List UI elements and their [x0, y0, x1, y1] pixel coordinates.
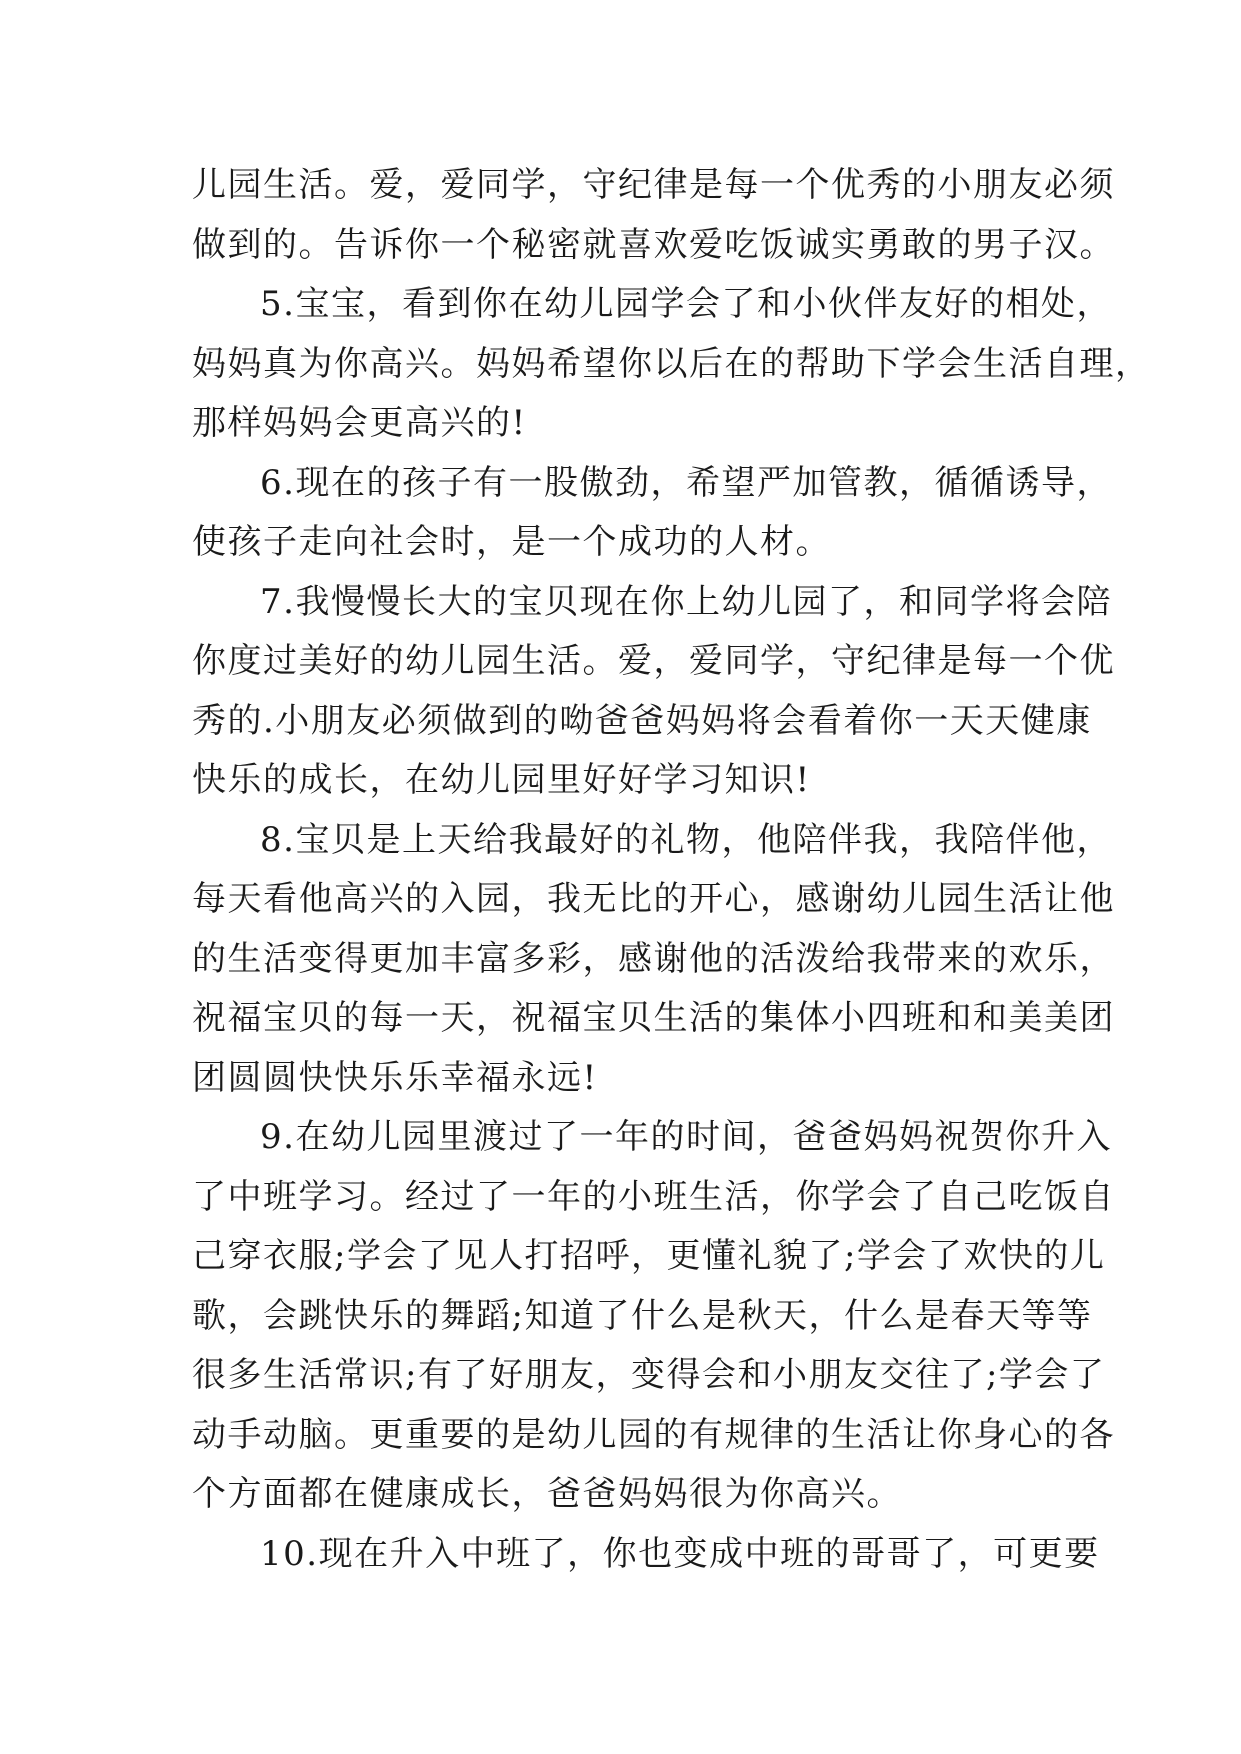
text-line: 做到的。告诉你一个秘密就喜欢爱吃饭诚实勇敢的男子汉。 — [192, 224, 1115, 265]
text-line: 快乐的成长，在幼儿园里好好学习知识! — [192, 760, 811, 800]
text-line: 使孩子走向社会时，是一个成功的人材。 — [192, 522, 831, 562]
text-line: 那样妈妈会更高兴的! — [192, 403, 527, 443]
document-body-text — [192, 156, 1151, 1584]
text-line: 歌，会跳快乐的舞蹈;知道了什么是秋天，什么是春天等等 — [192, 1295, 1093, 1336]
text-line: 祝福宝贝的每一天，祝福宝贝生活的集体小四班和和美美团 — [192, 998, 1115, 1038]
text-line: 动手动脑。更重要的是幼儿园的有规律的生活让你身心的各 — [192, 1414, 1115, 1455]
text-line: 个方面都在健康成长，爸爸妈妈很为你高兴。 — [192, 1474, 902, 1514]
text-line: 了中班学习。经过了一年的小班生活，你学会了自己吃饭自 — [192, 1176, 1115, 1217]
text-line: 你度过美好的幼儿园生活。爱，爱同学，守纪律是每一个优 — [192, 641, 1115, 681]
paragraph-first-line: 6.现在的孩子有一股傲劲，希望严加管教，循循诱导， — [260, 462, 1112, 503]
paragraph-first-line: 10.现在升入中班了，你也变成中班的哥哥了，可更要 — [260, 1533, 1100, 1574]
text-line: 妈妈真为你高兴。妈妈希望你以后在的帮助下学会生活自理， — [192, 343, 1151, 384]
paragraph-first-line: 5.宝宝，看到你在幼儿园学会了和小伙伴友好的相处， — [260, 284, 1112, 324]
text-line: 儿园生活。爱，爱同学，守纪律是每一个优秀的小朋友必须 — [192, 165, 1115, 205]
text-line: 很多生活常识;有了好朋友，变得会和小朋友交往了;学会了 — [192, 1355, 1106, 1395]
text-line: 团圆圆快快乐乐幸福永远! — [192, 1057, 598, 1098]
paragraph-first-line: 7.我慢慢长大的宝贝现在你上幼儿园了，和同学将会陪 — [260, 581, 1112, 622]
text-line: 己穿衣服;学会了见人打招呼，更懂礼貌了;学会了欢快的儿 — [192, 1236, 1106, 1276]
text-line: 的生活变得更加丰富多彩，感谢他的活泼给我带来的欢乐， — [192, 938, 1115, 979]
text-line: 秀的.小朋友必须做到的呦爸爸妈妈将会看着你一天天健康 — [192, 700, 1092, 741]
paragraph-first-line: 9.在幼儿园里渡过了一年的时间，爸爸妈妈祝贺你升入 — [260, 1117, 1112, 1157]
paragraph-first-line: 8.宝贝是上天给我最好的礼物，他陪伴我，我陪伴他， — [260, 819, 1112, 860]
text-line: 每天看他高兴的入园，我无比的开心，感谢幼儿园生活让他 — [192, 879, 1115, 919]
